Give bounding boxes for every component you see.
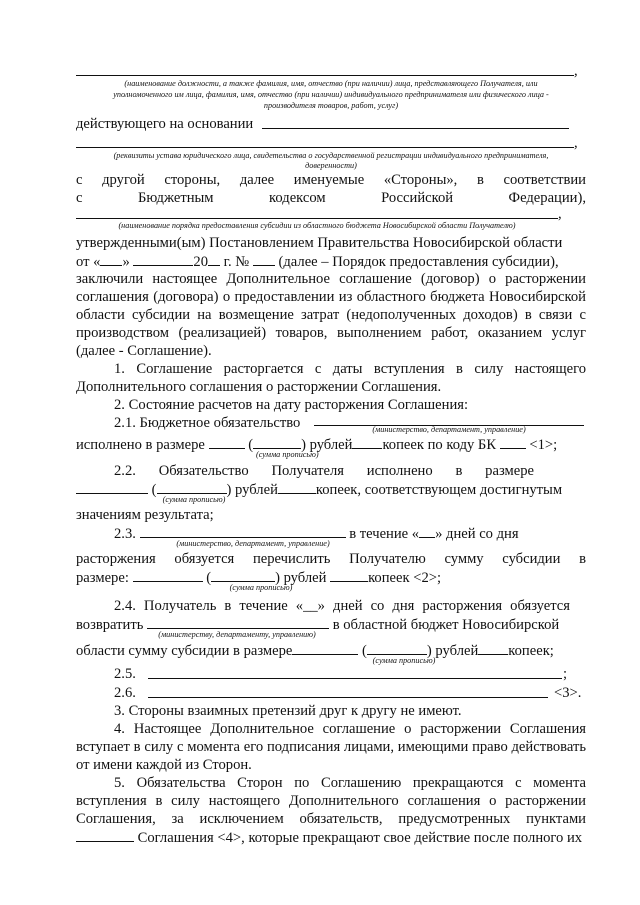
note-representative-3: производителя товаров, работ, услуг)	[263, 101, 399, 110]
item-4-line-1: 4. Настоящее Дополнительное соглашение о расторжении Соглашения	[114, 721, 586, 737]
rubles-label: ) рублей	[301, 437, 353, 453]
fill-line-procedure	[76, 218, 558, 219]
date-line	[76, 252, 586, 271]
blank-points	[76, 828, 134, 842]
subsidy-amount-label: области сумму субсидии в размере	[76, 643, 293, 659]
note-sum-1: (сумма прописью)	[256, 450, 319, 459]
kopecks-label: копеек;	[508, 643, 554, 659]
item-2-3-line-2: расторжения обязуется перечислить Получателю сумму субсидии в	[76, 551, 586, 567]
rubles-label: ) рублей	[426, 643, 479, 659]
approved-line: утвержденными(ым) Постановлением Правительства Новосибирской области	[76, 235, 563, 251]
blank-amount-2-2	[76, 480, 148, 494]
para-line-5: (далее - Соглашение).	[76, 343, 212, 359]
item-2-4-line-1: 2.4. Получатель в течение «__» дней со дня расторжения обязуется	[114, 598, 570, 614]
size-label: размере:	[76, 570, 129, 586]
parties-line: с другой стороны, далее именуемые «Стороны», в соответствии	[76, 172, 586, 188]
blank-days	[419, 524, 435, 538]
fill-line-basis	[262, 128, 569, 129]
paren-open: (	[248, 437, 254, 453]
blank-kopecks-3	[330, 568, 368, 582]
comma: ,	[574, 135, 578, 151]
date-procedure-ref: (далее – Порядок предоставления субсидии),	[278, 254, 559, 270]
fill-line-2-6	[148, 697, 548, 698]
item-4-line-2: вступает в силу с момента его подписания лицами, имеющими право действовать	[76, 739, 586, 755]
rubles-label: ) рублей	[226, 482, 278, 498]
executed-label: исполнено в размере	[76, 437, 205, 453]
note-requisites-2: доверенности)	[305, 161, 357, 170]
item-2-1-line-2	[76, 435, 586, 454]
kopecks-bk-label: копеек по коду БК	[382, 437, 497, 453]
item-4-line-3: от имени каждой из Сторон.	[76, 757, 252, 773]
item-5-line-2: вступления в силу настоящего Дополнительного соглашения о расторжении	[76, 793, 586, 809]
item-5-line-4	[76, 828, 586, 847]
blank-month	[133, 252, 193, 266]
note-sum-3: (сумма прописью)	[229, 583, 293, 592]
blank-day	[100, 252, 122, 266]
item-2-4-line-3	[76, 641, 586, 660]
para-line-3: области субсидии на возмещение затрат (недополученных доходов) в связи с	[76, 307, 586, 323]
note-ministry-3: (министерству, департаменту, управлению)	[158, 630, 316, 639]
date-quote: »	[122, 254, 130, 270]
acting-basis-line	[76, 115, 586, 133]
note-procedure: (наименование порядка предоставления субсидии из областного бюджета Новосибирской области Получателю)	[118, 221, 516, 230]
blank-sum-words	[253, 435, 301, 449]
blank-amount-2-3	[133, 568, 203, 582]
comma: ,	[574, 63, 578, 79]
paren-open: (	[206, 570, 212, 586]
item-2-2-line-3: значениям результата;	[76, 507, 214, 523]
item-2-6	[114, 684, 624, 702]
paren-open: (	[362, 643, 367, 659]
blank-kopecks-2	[278, 480, 316, 494]
footnote-ref-1: <1>;	[529, 437, 558, 453]
blank-rubles	[209, 435, 245, 449]
regional-budget-label: в областной бюджет Новосибирской	[332, 617, 560, 633]
item-2-5-num: 2.5.	[114, 666, 136, 682]
rubles-label: ) рублей	[275, 570, 327, 586]
days-label: » дней со дня	[435, 526, 519, 542]
note-requisites-1: (реквизиты устава юридического лица, свидетельства о государственной регистрации индивидуального предпринимателя,	[113, 151, 549, 160]
item-2-1: 2.1. Бюджетное обязательство	[114, 415, 301, 431]
item-1-line-2: Дополнительного соглашения о расторжении Соглашения.	[76, 379, 442, 395]
fill-line-representative	[76, 75, 574, 76]
item-2-2-line-2	[76, 480, 586, 499]
para-line-2: соглашения (договора) о предоставлении из областного бюджета Новосибирской	[76, 289, 586, 305]
blank-year	[208, 252, 220, 266]
item-2-2-line-1: 2.2. Обязательство Получателя исполнено в размере	[114, 463, 534, 479]
blank-kopecks-4	[478, 641, 508, 655]
date-text-from: от «	[76, 254, 101, 270]
kopecks-achieved: копеек, соответствующем достигнутым	[315, 482, 563, 498]
fill-line-2-5	[148, 678, 562, 679]
note-representative-2: уполномоченного им лица, фамилия, имя, отчество (при наличии) индивидуального предпринимателя или физического лица -	[113, 90, 549, 99]
note-representative-1: (наименование должности, а также фамилия, имя, отчество (при наличии) лица, представляющего Получателя, или	[124, 79, 538, 88]
blank-bk-code	[500, 435, 526, 449]
item-1-line-1: 1. Соглашение расторгается с даты вступления в силу настоящего	[114, 361, 586, 377]
item-2-3-line-3	[76, 568, 586, 587]
blank-sum-words-4	[367, 641, 427, 655]
blank-sum-words-2	[157, 480, 227, 494]
item-2-6-num: 2.6.	[114, 685, 136, 701]
item-5-line-1: 5. Обязательства Сторон по Соглашению прекращаются с момента	[114, 775, 586, 791]
footnote-ref-3: <3>.	[554, 685, 582, 701]
item-2-3-num: 2.3.	[114, 526, 136, 542]
date-number-label: г. №	[223, 254, 250, 270]
semicolon: ;	[563, 666, 568, 682]
within-label: в течение «	[349, 526, 420, 542]
budget-code-line: с Бюджетным кодексом Российской Федерации),	[76, 190, 586, 206]
blank-amount-2-4	[292, 641, 358, 655]
para-line-4: производством (реализацией) товаров, выполнением работ, оказанием услуг	[76, 325, 586, 341]
blank-number	[253, 252, 275, 266]
blank-ministry-3	[147, 615, 329, 629]
item-2: 2. Состояние расчетов на дату расторжения Соглашения:	[114, 397, 469, 413]
comma: ,	[558, 206, 562, 222]
blank-sum-words-3	[211, 568, 275, 582]
blank-ministry-2	[140, 524, 346, 538]
item-5-tail: Соглашения <4>, которые прекращают свое действие после полного их	[137, 830, 583, 846]
item-5-line-3: Соглашения, за исключением обязательств, предусмотренных пунктами	[76, 811, 586, 827]
note-sum-4: (сумма прописью)	[372, 656, 436, 665]
paren-open: (	[151, 482, 157, 498]
item-3: 3. Стороны взаимных претензий друг к другу не имеют.	[114, 703, 462, 719]
kopecks-footnote-2: копеек <2>;	[368, 570, 442, 586]
acting-basis-label: действующего на основании	[76, 116, 254, 132]
date-year: 20	[193, 254, 208, 270]
note-ministry-1: (министерство, департамент, управление)	[372, 425, 526, 434]
note-sum-2: (сумма прописью)	[162, 495, 226, 504]
blank-kopecks	[352, 435, 382, 449]
fill-line-basis-2	[76, 147, 574, 148]
item-2-5	[114, 665, 624, 683]
note-ministry-2: (министерство, департамент, управление)	[176, 539, 330, 548]
return-label: возвратить	[76, 617, 144, 633]
para-line-1: заключили настоящее Дополнительное соглашение (договор) о расторжении	[76, 271, 586, 287]
